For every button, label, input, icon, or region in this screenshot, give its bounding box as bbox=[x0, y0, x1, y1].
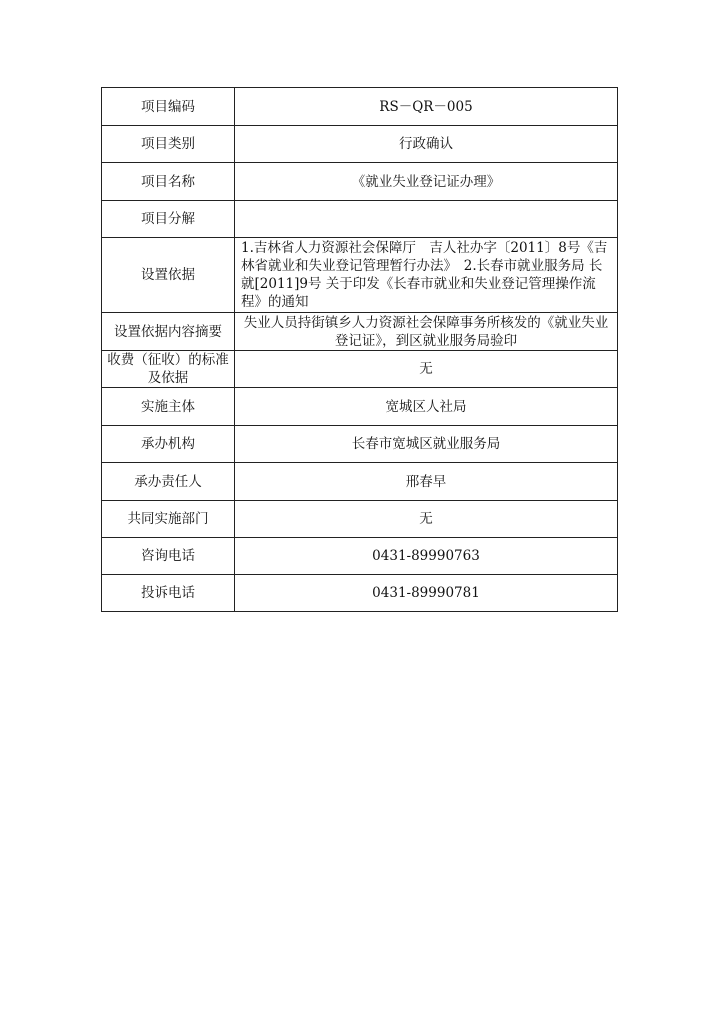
row-value: 《就业失业登记证办理》 bbox=[235, 163, 618, 201]
table-row-fees bbox=[102, 351, 618, 388]
row-label: 项目编码 bbox=[102, 88, 235, 126]
table-row-code bbox=[102, 88, 618, 126]
project-info-table bbox=[101, 87, 618, 612]
table-row-breakdown bbox=[102, 201, 618, 238]
row-label: 项目分解 bbox=[102, 201, 235, 238]
table-row-implementer bbox=[102, 388, 618, 426]
table-row-basis-summary bbox=[102, 313, 618, 351]
table-row-agency bbox=[102, 426, 618, 463]
row-label: 项目名称 bbox=[102, 163, 235, 201]
table-row-category bbox=[102, 126, 618, 163]
row-value: 行政确认 bbox=[235, 126, 618, 163]
row-value: 无 bbox=[235, 351, 618, 388]
row-value: 宽城区人社局 bbox=[235, 388, 618, 426]
row-label: 承办责任人 bbox=[102, 463, 235, 501]
row-label: 设置依据内容摘要 bbox=[102, 313, 235, 351]
row-label: 投诉电话 bbox=[102, 575, 235, 612]
table-row-name bbox=[102, 163, 618, 201]
row-value: 邢春早 bbox=[235, 463, 618, 501]
row-label: 共同实施部门 bbox=[102, 501, 235, 538]
table-row-responsible-person bbox=[102, 463, 618, 501]
row-label: 收费（征收）的标准及依据 bbox=[102, 351, 235, 388]
row-value: 无 bbox=[235, 501, 618, 538]
table-row-complaint-phone bbox=[102, 575, 618, 612]
table-row-basis bbox=[102, 238, 618, 313]
row-label: 实施主体 bbox=[102, 388, 235, 426]
row-value bbox=[235, 201, 618, 238]
row-label: 承办机构 bbox=[102, 426, 235, 463]
row-value: RS－QR－005 bbox=[235, 88, 618, 126]
table-row-inquiry-phone bbox=[102, 538, 618, 575]
row-value: 0431-89990781 bbox=[235, 575, 618, 612]
row-value: 1.吉林省人力资源社会保障厅 吉人社办字〔2011〕8号《吉林省就业和失业登记管理暂行办法》 2.长春市就业服务局 长就[2011]9号 关于印发《长春市就业和失业登记管理操作流程》的通知 bbox=[235, 238, 618, 313]
row-value: 失业人员持街镇乡人力资源社会保障事务所核发的《就业失业登记证》，到区就业服务局验印 bbox=[235, 313, 618, 351]
row-label: 项目类别 bbox=[102, 126, 235, 163]
row-value: 长春市宽城区就业服务局 bbox=[235, 426, 618, 463]
row-label: 设置依据 bbox=[102, 238, 235, 313]
table-row-co-departments bbox=[102, 501, 618, 538]
row-value: 0431-89990763 bbox=[235, 538, 618, 575]
row-label: 咨询电话 bbox=[102, 538, 235, 575]
